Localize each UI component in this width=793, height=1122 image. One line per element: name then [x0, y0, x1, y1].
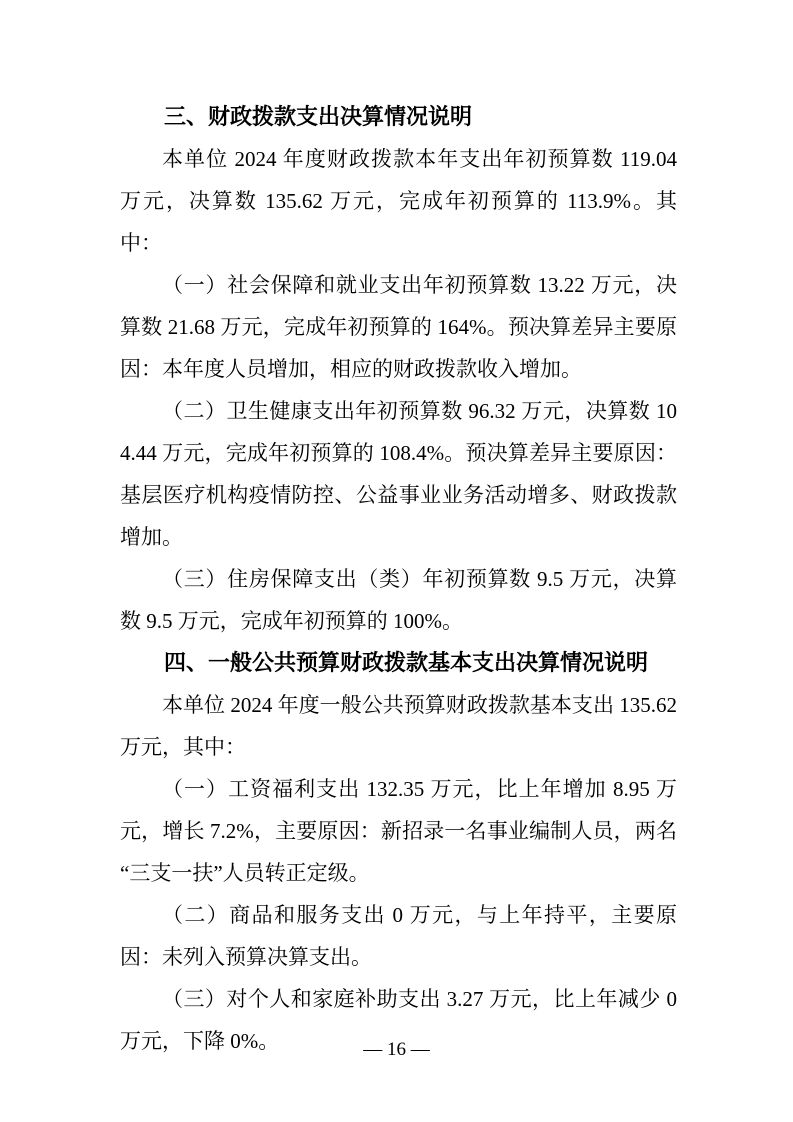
- body-paragraph: （二）卫生健康支出年初预算数 96.32 万元，决算数 104.44 万元，完成年初预算的 108.4%。预决算差异主要原因：基层医疗机构疫情防控、公益事业业务活动增多、财政拨款增加。: [120, 399, 677, 549]
- document-body: [120, 96, 677, 1062]
- body-paragraph: （三）对个人和家庭补助支出 3.27 万元，比上年减少 0 万元，下降 0%。: [120, 987, 677, 1053]
- body-paragraph: （二）商品和服务支出 0 万元，与上年持平，主要原因：未列入预算决算支出。: [120, 903, 677, 969]
- body-paragraph: （三）住房保障支出（类）年初预算数 9.5 万元，决算数 9.5 万元，完成年初预算的 100%。: [120, 567, 677, 633]
- section-heading: 四、一般公共预算财政拨款基本支出决算情况说明: [164, 650, 649, 675]
- body-paragraph: 本单位 2024 年度一般公共预算财政拨款基本支出 135.62 万元，其中：: [120, 693, 677, 759]
- page-footer: [0, 1038, 793, 1062]
- body-paragraph: 本单位 2024 年度财政拨款本年支出年初预算数 119.04 万元，决算数 135.62 万元，完成年初预算的 113.9%。其中：: [120, 147, 677, 255]
- section-heading: 三、财政拨款支出决算情况说明: [164, 104, 473, 129]
- body-paragraph: （一）工资福利支出 132.35 万元，比上年增加 8.95 万元，增长 7.2%，主要原因：新招录一名事业编制人员，两名“三支一扶”人员转正定级。: [120, 777, 677, 885]
- page-number: — 16 —: [363, 1039, 430, 1060]
- body-paragraph: （一）社会保障和就业支出年初预算数 13.22 万元，决算数 21.68 万元，完成年初预算的 164%。预决算差异主要原因：本年度人员增加，相应的财政拨款收入增加。: [120, 273, 677, 381]
